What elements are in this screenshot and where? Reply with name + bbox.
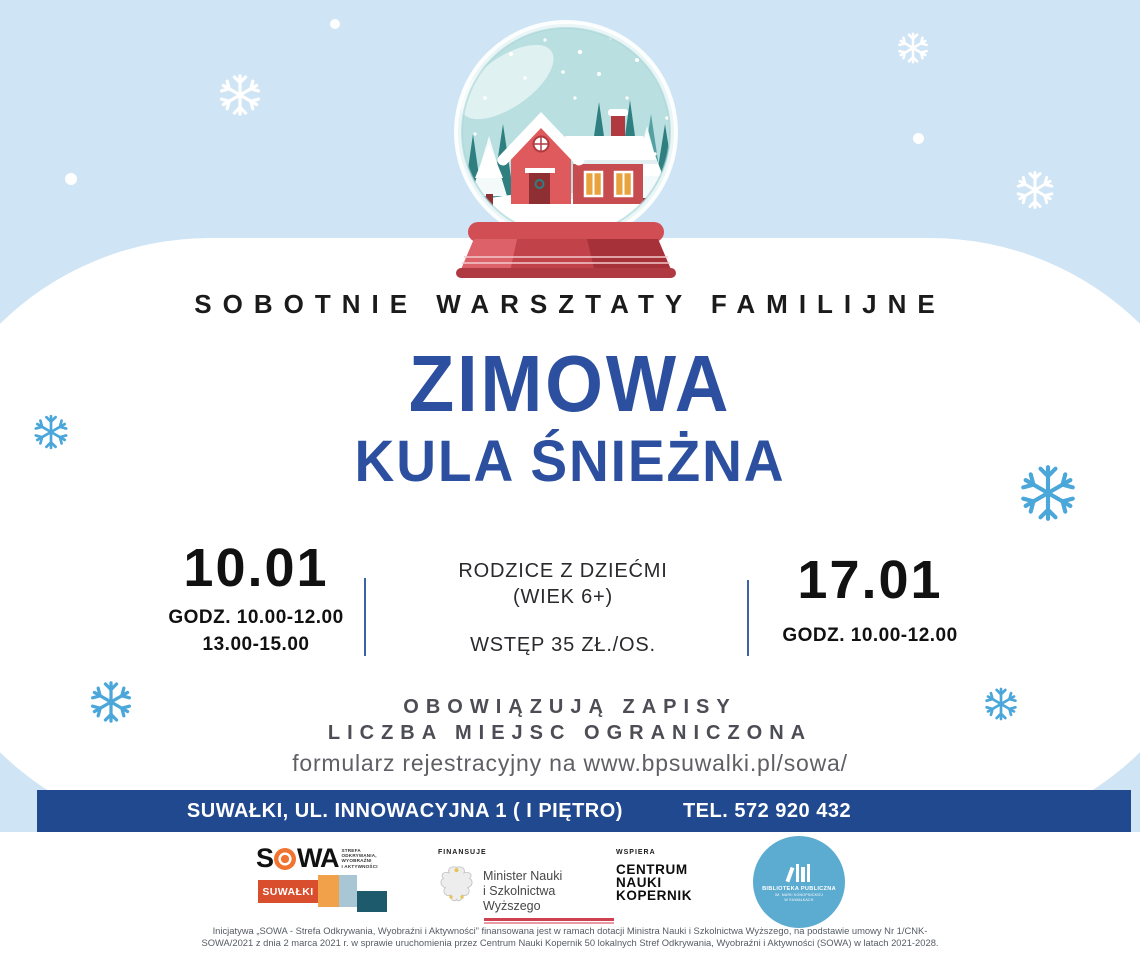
sowa-color-blocks	[256, 875, 406, 915]
audience-line2: (WIEK 6+)	[513, 586, 613, 608]
sowa-logo	[256, 845, 406, 915]
sowa-logo-letters-wa: WA	[297, 843, 339, 873]
main-title-line2: KULA ŚNIEŻNA	[354, 429, 786, 494]
library-name: BIBLIOTEKA PUBLICZNA	[762, 885, 836, 892]
address-text: SUWAŁKI, UL. INNOWACYJNA 1 ( I PIĘTRO)	[186, 799, 623, 822]
session-1-time-2: 13.00-15.00	[202, 634, 310, 655]
minister-name: Minister Nauki i Szkolnictwa Wyższego	[483, 869, 563, 913]
session-2	[760, 552, 980, 649]
minister-red-underline	[484, 918, 614, 924]
snow-dot	[913, 133, 924, 144]
footnote-line2: SOWA/2021 z dnia 2 marca 2021 r. w sprawie uruchomienia przez Centrum Nauki Kopernik 50 lokalnych Stref Odkrywania, Wyobraźni i Aktywności (SOWA) w latach 2021-2028.	[201, 936, 939, 948]
snowflake-icon	[1014, 169, 1056, 211]
audience-info	[433, 558, 693, 658]
kopernik-name: CENTRUM NAUKI KOPERNIK	[616, 862, 693, 903]
snow-globe-graphic	[415, 14, 717, 280]
registration-form-url: formularz rejestracyjny na www.bpsuwalki.pl/sowa/	[292, 750, 848, 776]
session-1-time-1: GODZ. 10.00-12.00	[168, 607, 344, 628]
sowa-city-label: SUWAŁKI	[258, 880, 318, 903]
snowflake-icon	[217, 72, 263, 118]
library-logo	[753, 836, 845, 928]
registration-line1: OBOWIĄZUJĄ ZAPISY	[403, 696, 737, 718]
phone-number: TEL. 572 920 432	[682, 799, 852, 822]
sowa-block-teal	[357, 891, 387, 912]
sowa-logo-letter-s: S	[256, 843, 274, 873]
finansuje-label: FINANSUJE	[438, 849, 487, 856]
audience-line1: RODZICE Z DZIEĆMI	[458, 560, 668, 582]
sowa-block-gray	[339, 875, 357, 907]
session-divider	[747, 580, 749, 656]
registration-line2: LICZBA MIEJSC OGRANICZONA	[327, 722, 813, 744]
main-title-line1: ZIMOWA	[408, 339, 732, 428]
session-2-time-1: GODZ. 10.00-12.00	[782, 625, 958, 646]
eyebrow-title: SOBOTNIE WARSZTATY FAMILIJNE	[194, 289, 946, 319]
snowflake-icon	[896, 31, 930, 65]
white-content-blob	[0, 238, 1140, 838]
price: WSTĘP 35 ZŁ./OS.	[470, 634, 656, 656]
session-2-date: 17.01	[797, 550, 943, 610]
sowa-block-orange	[318, 875, 339, 907]
sowa-logo-owl-eye-icon	[274, 848, 296, 870]
kopernik-logo	[616, 849, 692, 902]
eagle-emblem-icon	[438, 863, 475, 905]
snow-globe-illustration	[415, 14, 717, 280]
session-1	[146, 540, 366, 658]
footnote-line1: Inicjatywa „SOWA - Strefa Odkrywania, Wyobraźni i Aktywności” finansowana jest w ramach dotacji Ministra Nauki i Szkolnictwa Wyższego, na podstawie umowy Nr 1/CNK-	[212, 925, 928, 936]
books-icon	[788, 862, 810, 882]
minister-logo	[438, 849, 613, 924]
session-1-date: 10.01	[183, 538, 329, 598]
snow-dot	[65, 173, 77, 185]
funding-footnote	[0, 925, 1140, 949]
session-divider	[364, 578, 366, 656]
wspiera-label: WSPIERA	[616, 849, 656, 856]
address-bar	[37, 790, 1131, 832]
library-subtitle-1: IM. MARII KONOPNICKIEJ	[774, 892, 824, 897]
library-subtitle-2: W SUWAŁKACH	[784, 897, 814, 902]
sowa-tagline: STREFA ODKRYWANIA, WYOBRAŹNI I AKTYWNOŚCI	[341, 848, 378, 869]
snow-dot	[330, 19, 340, 29]
